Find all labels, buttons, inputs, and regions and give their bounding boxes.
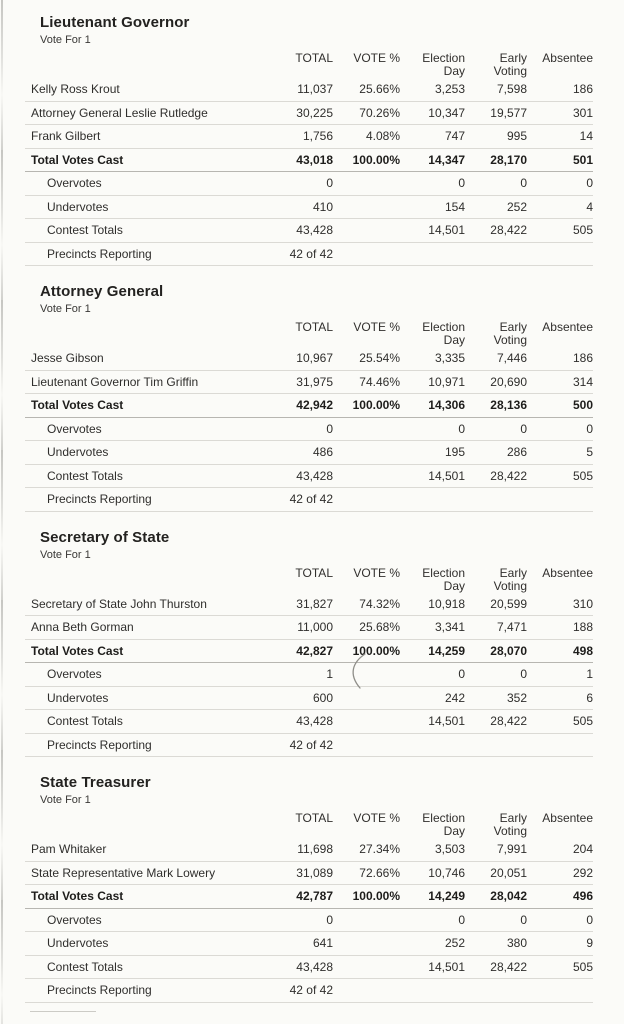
column-header-total: TOTAL bbox=[295, 51, 333, 65]
cell-total: 42 of 42 bbox=[289, 492, 333, 507]
candidate-row bbox=[25, 347, 593, 371]
cell-total: 43,018 bbox=[296, 152, 333, 167]
cell-eday: 252 bbox=[444, 936, 465, 951]
cell-early: 28,422 bbox=[490, 223, 527, 238]
cell-total: 30,225 bbox=[296, 105, 333, 120]
column-header-eday: Election Day bbox=[422, 320, 465, 347]
cell-eday: 14,347 bbox=[428, 152, 465, 167]
cell-pct: 25.68% bbox=[359, 620, 400, 635]
row-label: Jesse Gibson bbox=[31, 351, 104, 366]
column-header-pct: VOTE % bbox=[353, 320, 400, 334]
column-header-abs: Absentee bbox=[542, 320, 593, 334]
cell-abs: 505 bbox=[572, 468, 593, 483]
undervotes-row bbox=[25, 932, 593, 956]
column-header-total: TOTAL bbox=[295, 811, 333, 825]
cell-total: 1,756 bbox=[302, 129, 333, 144]
cell-pct: 100.00% bbox=[352, 398, 400, 413]
contests-container bbox=[25, 14, 593, 1003]
cell-abs: 1 bbox=[586, 667, 593, 682]
cell-early: 19,577 bbox=[490, 105, 527, 120]
row-label: Precincts Reporting bbox=[47, 737, 152, 752]
column-header-eday: Election Day bbox=[422, 811, 465, 838]
cell-abs: 498 bbox=[572, 643, 593, 658]
row-label: Secretary of State John Thurston bbox=[31, 596, 207, 611]
cell-eday: 0 bbox=[458, 421, 465, 436]
cell-early: 0 bbox=[520, 176, 527, 191]
cell-early: 20,599 bbox=[490, 596, 527, 611]
row-label: Precincts Reporting bbox=[47, 492, 152, 507]
cell-early: 0 bbox=[520, 667, 527, 682]
cell-eday: 14,501 bbox=[428, 468, 465, 483]
row-label: Undervotes bbox=[47, 690, 109, 705]
cell-early: 28,170 bbox=[490, 152, 527, 167]
cell-eday: 14,501 bbox=[428, 714, 465, 729]
undervotes-row bbox=[25, 196, 593, 220]
table-header-row bbox=[25, 812, 593, 838]
row-label: Contest Totals bbox=[47, 223, 123, 238]
undervotes-row bbox=[25, 687, 593, 711]
cell-abs: 314 bbox=[572, 374, 593, 389]
cell-abs: 292 bbox=[572, 865, 593, 880]
contest-section bbox=[25, 14, 593, 266]
cell-early: 28,042 bbox=[490, 889, 527, 904]
cell-total: 0 bbox=[326, 176, 333, 191]
cell-abs: 9 bbox=[586, 936, 593, 951]
row-label: State Representative Mark Lowery bbox=[31, 865, 216, 880]
cell-pct: 74.46% bbox=[359, 374, 400, 389]
cell-eday: 747 bbox=[444, 129, 465, 144]
column-header-eday: Election Day bbox=[422, 565, 465, 593]
cell-eday: 10,971 bbox=[428, 374, 465, 389]
cell-eday: 14,249 bbox=[428, 889, 465, 904]
cell-early: 7,598 bbox=[496, 82, 527, 97]
row-label: Frank Gilbert bbox=[31, 129, 101, 144]
row-label: Total Votes Cast bbox=[31, 398, 124, 413]
cell-eday: 10,347 bbox=[428, 105, 465, 120]
cell-total: 0 bbox=[326, 421, 333, 436]
row-label: Undervotes bbox=[47, 199, 109, 214]
row-label: Contest Totals bbox=[47, 468, 123, 483]
cell-eday: 0 bbox=[458, 176, 465, 191]
cell-abs: 186 bbox=[572, 82, 593, 97]
contest-totals-row bbox=[25, 219, 593, 243]
cell-early: 0 bbox=[520, 912, 527, 927]
cell-abs: 500 bbox=[572, 398, 593, 413]
candidate-row bbox=[25, 102, 593, 126]
cell-total: 641 bbox=[312, 936, 333, 951]
cell-pct: 25.66% bbox=[359, 82, 400, 97]
row-label: Attorney General Leslie Rutledge bbox=[31, 105, 208, 120]
cell-eday: 0 bbox=[458, 667, 465, 682]
cell-abs: 14 bbox=[579, 129, 593, 144]
cell-eday: 14,501 bbox=[428, 959, 465, 974]
cell-total: 42,942 bbox=[296, 398, 333, 413]
cell-total: 31,827 bbox=[296, 596, 333, 611]
candidate-row bbox=[25, 616, 593, 640]
cell-eday: 0 bbox=[458, 912, 465, 927]
row-label: Contest Totals bbox=[47, 714, 123, 729]
contest-section bbox=[25, 774, 593, 1003]
cell-early: 995 bbox=[506, 129, 527, 144]
row-label: Undervotes bbox=[47, 936, 109, 951]
cell-abs: 186 bbox=[572, 351, 593, 366]
cell-total: 486 bbox=[312, 445, 333, 460]
cell-total: 42 of 42 bbox=[289, 246, 333, 261]
cell-total: 1 bbox=[326, 667, 333, 682]
overvotes-row bbox=[25, 663, 593, 687]
column-header-abs: Absentee bbox=[542, 51, 593, 65]
cell-total: 43,428 bbox=[296, 468, 333, 483]
contest-title: Secretary of State bbox=[40, 528, 170, 546]
candidate-row bbox=[25, 125, 593, 149]
cell-pct: 70.26% bbox=[359, 105, 400, 120]
cell-abs: 6 bbox=[586, 690, 593, 705]
cell-total: 43,428 bbox=[296, 714, 333, 729]
cell-early: 252 bbox=[506, 199, 527, 214]
cell-pct: 100.00% bbox=[352, 643, 400, 658]
cell-early: 28,422 bbox=[490, 959, 527, 974]
cell-eday: 3,341 bbox=[434, 620, 465, 635]
row-label: Precincts Reporting bbox=[47, 983, 152, 998]
cell-abs: 310 bbox=[572, 596, 593, 611]
cell-abs: 505 bbox=[572, 959, 593, 974]
cell-total: 43,428 bbox=[296, 223, 333, 238]
column-header-early: Early Voting bbox=[493, 811, 527, 838]
table-header-row bbox=[25, 52, 593, 78]
cell-early: 28,136 bbox=[490, 398, 527, 413]
column-header-abs: Absentee bbox=[542, 811, 593, 825]
cell-total: 31,975 bbox=[296, 374, 333, 389]
cell-pct: 25.54% bbox=[359, 351, 400, 366]
row-label: Total Votes Cast bbox=[31, 152, 124, 167]
overvotes-row bbox=[25, 909, 593, 933]
cell-pct: 27.34% bbox=[359, 842, 400, 857]
candidate-row bbox=[25, 838, 593, 862]
column-header-total: TOTAL bbox=[295, 565, 333, 580]
total-votes-cast-row bbox=[25, 640, 593, 664]
cell-abs: 188 bbox=[572, 620, 593, 635]
vote-for-label: Vote For 1 bbox=[40, 548, 91, 561]
cell-eday: 14,501 bbox=[428, 223, 465, 238]
overvotes-row bbox=[25, 418, 593, 442]
cell-total: 42 of 42 bbox=[289, 983, 333, 998]
cell-pct: 72.66% bbox=[359, 865, 400, 880]
scan-smudge-artifact bbox=[30, 1011, 96, 1012]
table-header-row bbox=[25, 321, 593, 347]
cell-total: 0 bbox=[326, 912, 333, 927]
cell-eday: 154 bbox=[444, 199, 465, 214]
cell-total: 11,000 bbox=[297, 620, 333, 635]
cell-early: 7,991 bbox=[496, 842, 527, 857]
cell-eday: 3,335 bbox=[434, 351, 465, 366]
column-header-pct: VOTE % bbox=[353, 565, 400, 580]
cell-abs: 505 bbox=[572, 223, 593, 238]
row-label: Undervotes bbox=[47, 445, 109, 460]
contest-title: Lieutenant Governor bbox=[40, 14, 190, 31]
row-label: Anna Beth Gorman bbox=[31, 620, 134, 635]
cell-early: 28,070 bbox=[490, 643, 527, 658]
precincts-reporting-row bbox=[25, 979, 593, 1003]
row-label: Contest Totals bbox=[47, 959, 123, 974]
row-label: Precincts Reporting bbox=[47, 246, 152, 261]
cell-total: 42,787 bbox=[296, 889, 333, 904]
row-label: Overvotes bbox=[47, 176, 102, 191]
cell-eday: 14,306 bbox=[428, 398, 465, 413]
candidate-row bbox=[25, 593, 593, 617]
cell-eday: 3,253 bbox=[434, 82, 465, 97]
cell-early: 28,422 bbox=[490, 468, 527, 483]
row-label: Overvotes bbox=[47, 667, 102, 682]
cell-eday: 10,918 bbox=[428, 596, 465, 611]
cell-early: 20,051 bbox=[490, 865, 527, 880]
cell-abs: 5 bbox=[586, 445, 593, 460]
cell-total: 410 bbox=[312, 199, 333, 214]
cell-abs: 4 bbox=[586, 199, 593, 214]
contest-totals-row bbox=[25, 465, 593, 489]
cell-early: 0 bbox=[520, 421, 527, 436]
contest-title: Attorney General bbox=[40, 283, 164, 300]
vote-for-label: Vote For 1 bbox=[40, 34, 91, 46]
cell-early: 28,422 bbox=[490, 714, 527, 729]
contest-section bbox=[25, 529, 593, 758]
total-votes-cast-row bbox=[25, 149, 593, 173]
cell-eday: 195 bbox=[444, 445, 465, 460]
row-label: Kelly Ross Krout bbox=[31, 82, 120, 97]
cell-early: 286 bbox=[506, 445, 527, 460]
cell-total: 600 bbox=[312, 690, 333, 705]
cell-eday: 10,746 bbox=[428, 865, 465, 880]
cell-pct: 4.08% bbox=[365, 129, 400, 144]
precincts-reporting-row bbox=[25, 734, 593, 758]
cell-abs: 496 bbox=[572, 889, 593, 904]
cell-abs: 0 bbox=[586, 176, 593, 191]
contest-totals-row bbox=[25, 710, 593, 734]
overvotes-row bbox=[25, 172, 593, 196]
row-label: Total Votes Cast bbox=[31, 889, 124, 904]
cell-abs: 301 bbox=[572, 105, 593, 120]
cell-total: 11,037 bbox=[297, 82, 333, 97]
cell-total: 42,827 bbox=[296, 643, 333, 658]
precincts-reporting-row bbox=[25, 243, 593, 267]
cell-abs: 505 bbox=[572, 714, 593, 729]
cell-early: 20,690 bbox=[490, 374, 527, 389]
cell-pct: 74.32% bbox=[359, 596, 400, 611]
column-header-early: Early Voting bbox=[493, 51, 527, 78]
cell-abs: 0 bbox=[586, 421, 593, 436]
column-header-total: TOTAL bbox=[295, 320, 333, 334]
cell-total: 11,698 bbox=[297, 842, 333, 857]
column-header-eday: Election Day bbox=[422, 51, 465, 78]
column-header-pct: VOTE % bbox=[353, 51, 400, 65]
row-label: Total Votes Cast bbox=[31, 643, 124, 658]
cell-pct: 100.00% bbox=[352, 889, 400, 904]
cell-abs: 501 bbox=[572, 152, 593, 167]
column-header-abs: Absentee bbox=[542, 565, 593, 580]
cell-total: 10,967 bbox=[296, 351, 333, 366]
cell-total: 31,089 bbox=[296, 865, 333, 880]
row-label: Lieutenant Governor Tim Griffin bbox=[31, 374, 199, 389]
cell-early: 352 bbox=[506, 690, 527, 705]
column-header-early: Early Voting bbox=[493, 565, 527, 593]
cell-eday: 3,503 bbox=[434, 842, 465, 857]
vote-for-label: Vote For 1 bbox=[40, 303, 91, 315]
cell-early: 380 bbox=[506, 936, 527, 951]
cell-abs: 0 bbox=[586, 912, 593, 927]
row-label: Overvotes bbox=[47, 421, 102, 436]
row-label: Overvotes bbox=[47, 912, 102, 927]
column-header-pct: VOTE % bbox=[353, 811, 400, 825]
candidate-row bbox=[25, 371, 593, 395]
cell-early: 7,471 bbox=[496, 620, 527, 635]
column-header-early: Early Voting bbox=[493, 320, 527, 347]
undervotes-row bbox=[25, 441, 593, 465]
contest-section bbox=[25, 283, 593, 512]
candidate-row bbox=[25, 862, 593, 886]
contest-totals-row bbox=[25, 956, 593, 980]
cell-abs: 204 bbox=[572, 842, 593, 857]
precincts-reporting-row bbox=[25, 488, 593, 512]
candidate-row bbox=[25, 78, 593, 102]
row-label: Pam Whitaker bbox=[31, 842, 107, 857]
cell-early: 7,446 bbox=[496, 351, 527, 366]
cell-eday: 242 bbox=[444, 690, 465, 705]
cell-total: 42 of 42 bbox=[289, 737, 333, 752]
vote-for-label: Vote For 1 bbox=[40, 794, 91, 806]
total-votes-cast-row bbox=[25, 885, 593, 909]
table-header-row bbox=[25, 567, 593, 593]
cell-total: 43,428 bbox=[296, 959, 333, 974]
contest-title: State Treasurer bbox=[40, 774, 151, 791]
cell-eday: 14,259 bbox=[428, 643, 465, 658]
total-votes-cast-row bbox=[25, 394, 593, 418]
cell-pct: 100.00% bbox=[352, 152, 400, 167]
